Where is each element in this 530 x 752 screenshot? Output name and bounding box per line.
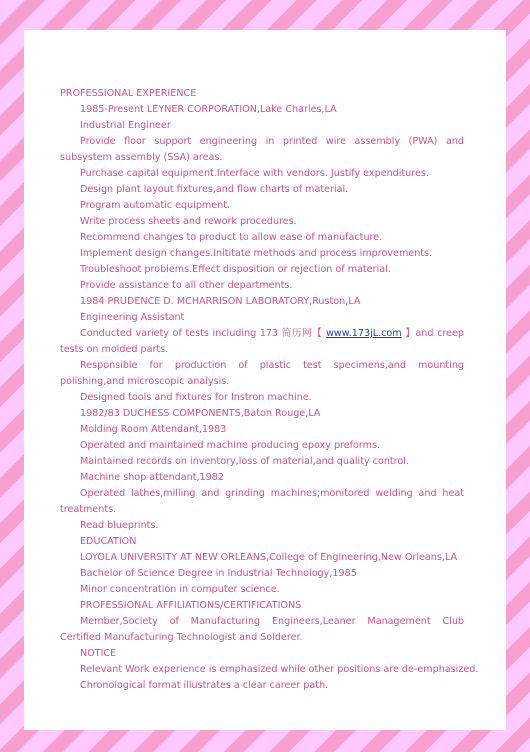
job-header: 1985-Present LEYNER CORPORATION,Lake Charles,LA [80,104,337,115]
duty-text: 】and creep tests on molded parts. [60,328,465,355]
affiliations-text: Member,Society of Manufacturing Engineers,Leaner Management Club Certified Manufacturing Technologist and Solderer. [60,616,464,643]
section-heading-experience: PROFESSIONAL EXPERIENCE [60,88,197,99]
job-duty: Provide assistance to all other departments. [80,280,293,291]
job-duty: Designed tools and fixtures for Instron machine. [80,392,312,403]
job-header: 1984 PRUDENCE D. MCHARRISON LABORATORY,Ruston,LA [80,296,361,307]
duty-text: Conducted variety of tests including 173 简历网【 [80,328,327,339]
job-duty: Implement design changes.Inititate methods and process improvements. [80,248,433,259]
job-duty-with-link [60,326,464,358]
job-duty: Operated lathes,milling and grinding machines;monitored welding and heat treatments. [60,488,464,515]
section-heading-education: EDUCATION [80,536,137,547]
section-heading-notice: NOTICE [80,648,117,659]
job-title: Engineering Assistant [80,312,185,323]
job-duty: Maintained records on inventory,loss of material,and quality control. [80,456,409,467]
job-duty: Read blueprints. [80,520,159,531]
job-duty: Operated and maintained machine producing epoxy preforms. [80,440,381,451]
notice-text: Chronological format illustrates a clear career path. [80,680,329,691]
job-duty: Responsible for production of plastic test specimens,and mounting polishing,and microscopic analysis. [60,360,464,387]
job-duty: Write process sheets and rework procedures. [80,216,297,227]
degree: Bachelor of Science Degree in Industrial Technology,1985 [80,568,357,579]
minor: Minor concentration in computer science. [80,584,280,595]
job-duty: Troubleshoot problems.Effect disposition or rejection of material. [80,264,391,275]
job-title: Molding Room Attendant,1983 [80,424,227,435]
job-duty: Design plant layout fixtures,and flow charts of material. [80,184,349,195]
website-link[interactable]: www.173jL.com [326,328,402,339]
job-header: 1982/83 DUCHESS COMPONENTS,Baton Rouge,LA [80,408,321,419]
job-duty: Recommend changes to product to allow ease of manufacture. [80,232,383,243]
job-duty: Program automatic equipment. [80,200,231,211]
school-name: LOYOLA UNIVERSITY AT NEW ORLEANS,College of Engineering,New Orleans,LA [80,552,458,563]
resume-page [24,30,506,730]
job-title: Industrial Engineer [80,120,171,131]
resume-content [60,86,479,694]
job-title: Machine shop attendant,1982 [80,472,224,483]
section-heading-affiliations: PROFESSIONAL AFFILIATIONS/CERTIFICATIONS [80,600,302,611]
job-duty: Purchase capital equipment.Interface with vendors. Justify expenditures. [80,168,429,179]
job-duty: Provide floor support engineering in printed wire assembly (PWA) and subsystem assembly (SSA) areas. [60,136,464,163]
notice-text: Relevant Work experience is emphasized while other positions are de-emphasized. [80,664,479,675]
